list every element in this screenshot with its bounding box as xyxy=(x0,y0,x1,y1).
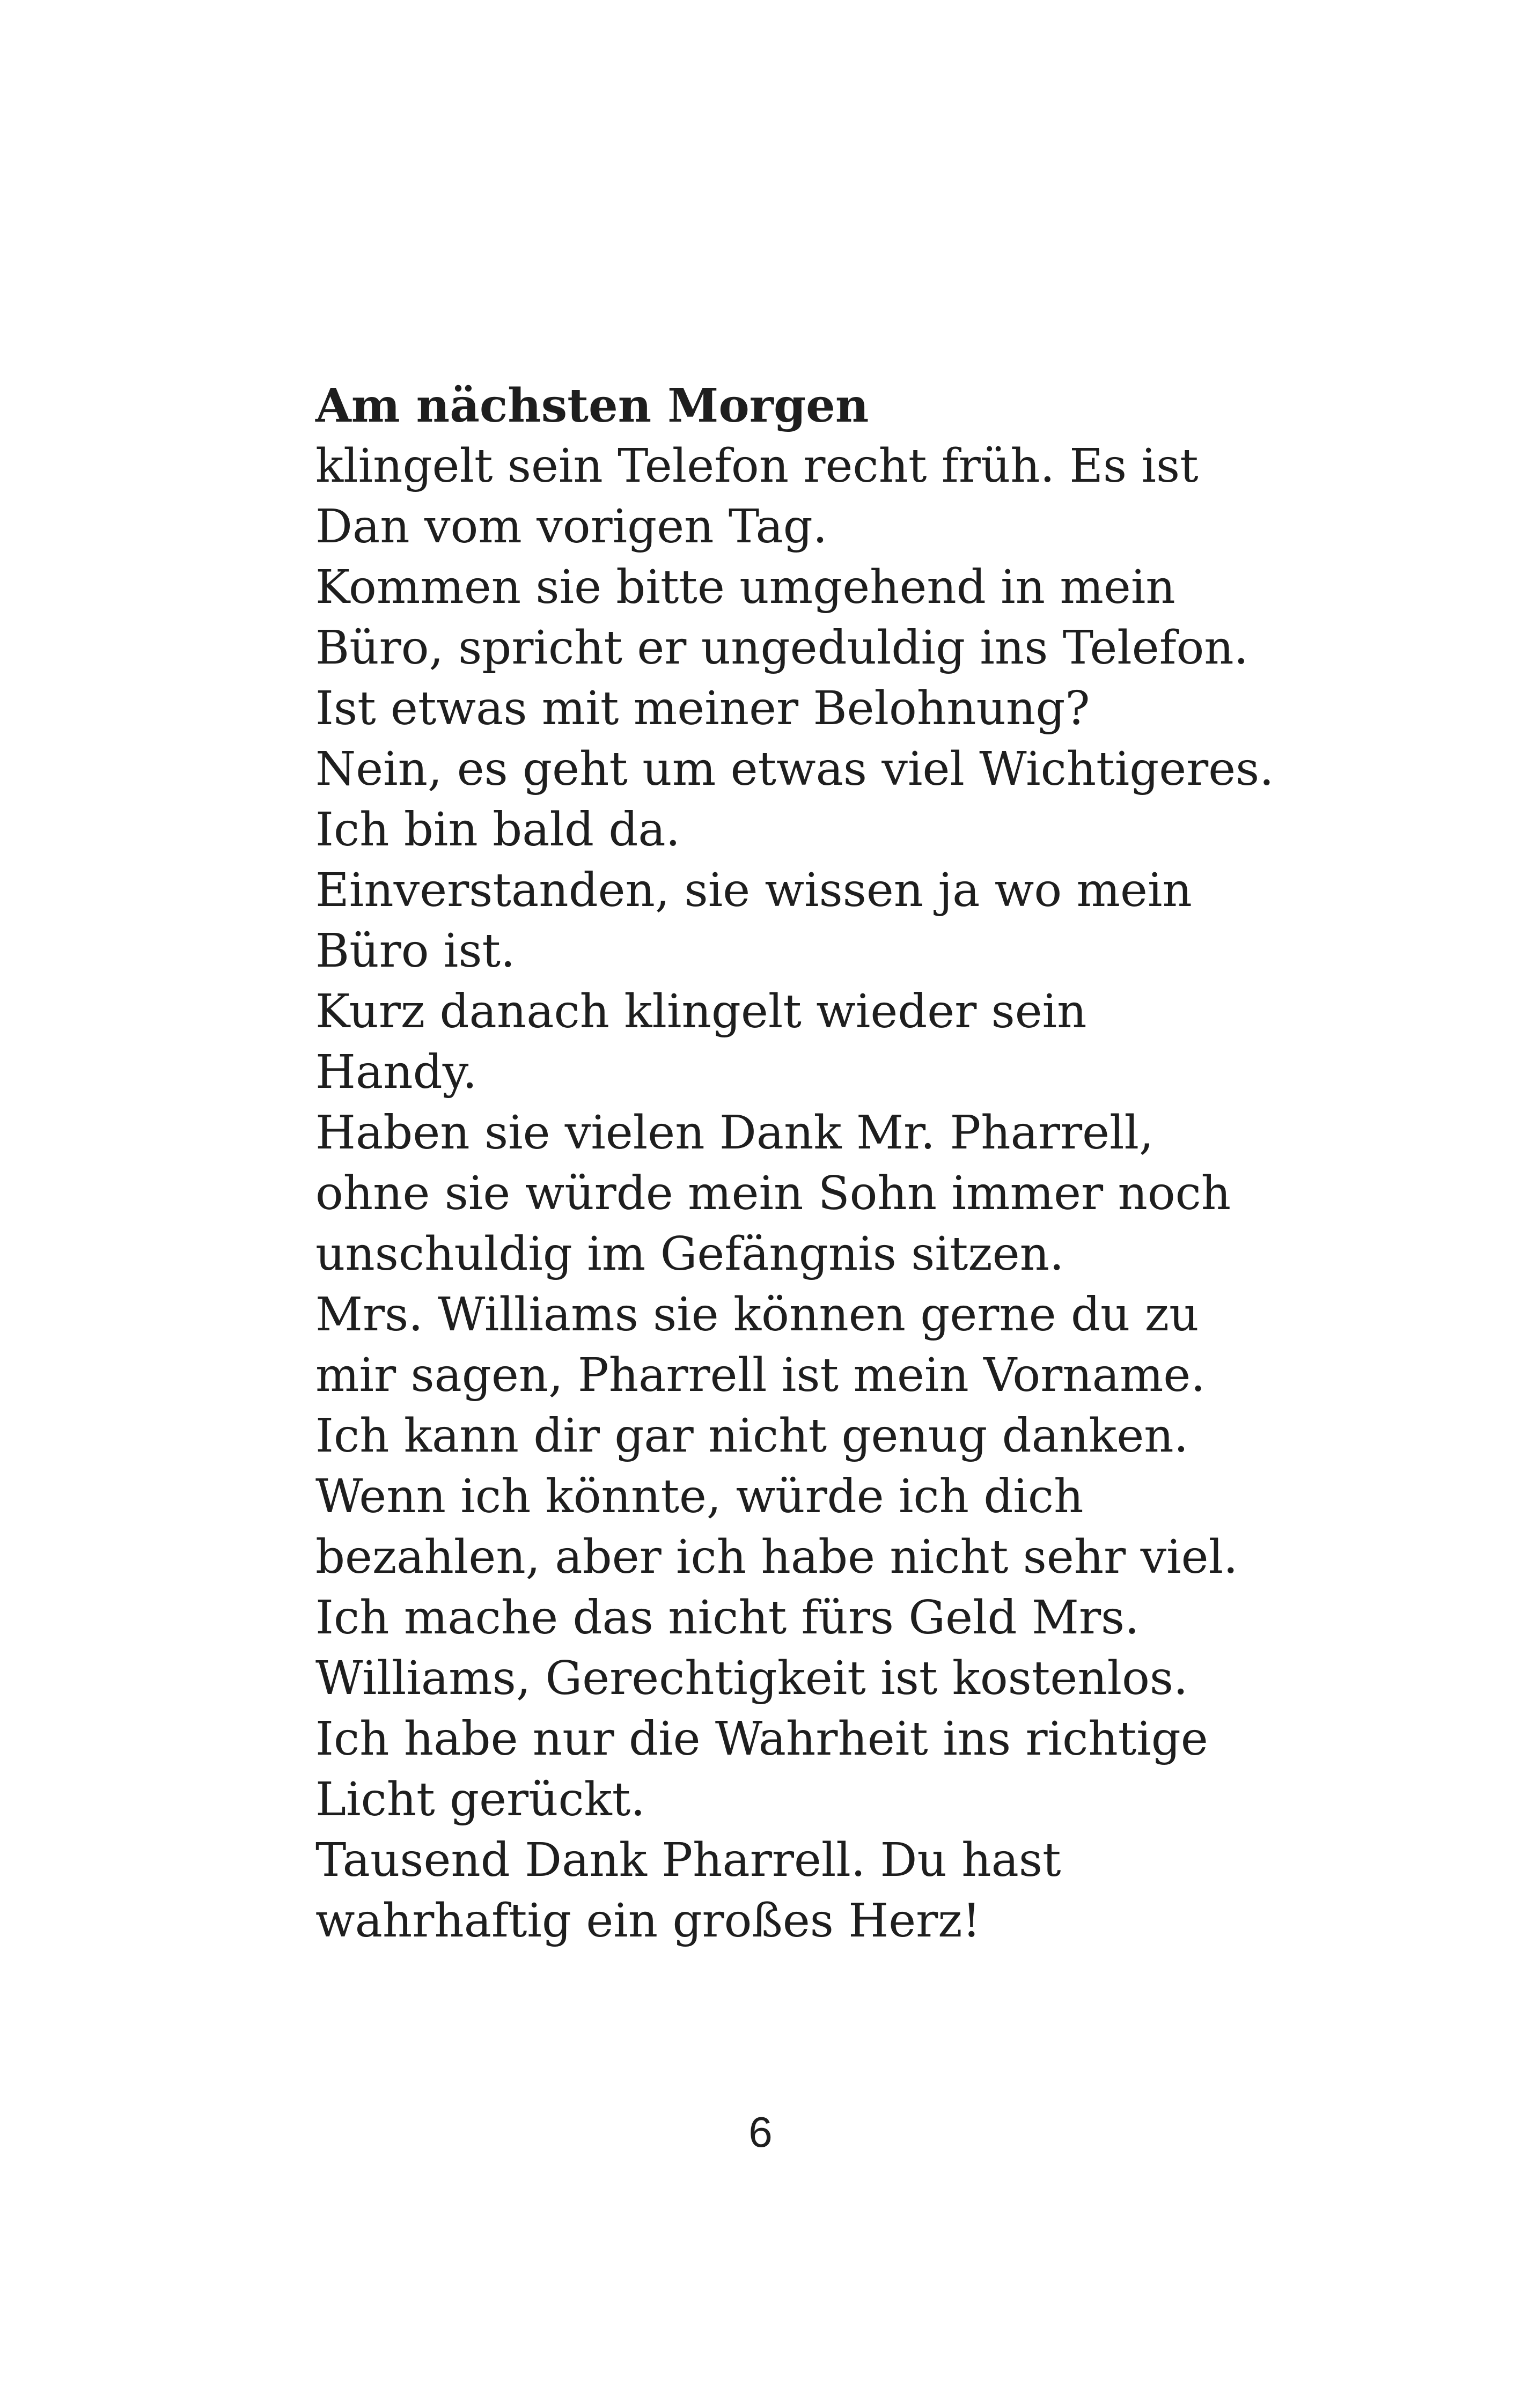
text-line: bezahlen, aber ich habe nicht sehr viel. xyxy=(315,1530,1238,1584)
text-line: Ich habe nur die Wahrheit ins richtige xyxy=(315,1712,1208,1766)
text-line: Kurz danach klingelt wieder sein xyxy=(315,985,1087,1039)
body-text xyxy=(315,375,1274,1952)
text-line: Ich bin bald da. xyxy=(315,803,681,857)
text-line: ohne sie würde mein Sohn immer noch xyxy=(315,1167,1231,1220)
page-number: 6 xyxy=(748,2108,773,2156)
text-line: Licht gerückt. xyxy=(315,1773,645,1827)
text-line: Büro, spricht er ungeduldig ins Telefon. xyxy=(315,621,1249,675)
text-line: Ich kann dir gar nicht genug danken. xyxy=(315,1409,1189,1463)
text-line: Ich mache das nicht fürs Geld Mrs. xyxy=(315,1591,1140,1645)
text-line: mir sagen, Pharrell ist mein Vorname. xyxy=(315,1349,1206,1402)
text-line: wahrhaftig ein großes Herz! xyxy=(315,1894,981,1948)
text-line: Mrs. Williams sie können gerne du zu xyxy=(315,1288,1199,1342)
text-line: Tausend Dank Pharrell. Du hast xyxy=(315,1833,1061,1887)
text-line: Ist etwas mit meiner Belohnung? xyxy=(315,682,1090,735)
section-heading: Am nächsten Morgen xyxy=(315,379,869,433)
text-line: Einverstanden, sie wissen ja wo mein xyxy=(315,864,1192,917)
text-line: Kommen sie bitte umgehend in mein xyxy=(315,561,1175,614)
text-line: unschuldig im Gefängnis sitzen. xyxy=(315,1227,1064,1281)
text-line: klingelt sein Telefon recht früh. Es ist xyxy=(315,439,1199,493)
text-line: Haben sie vielen Dank Mr. Pharrell, xyxy=(315,1106,1154,1160)
text-line: Williams, Gerechtigkeit ist kostenlos. xyxy=(315,1652,1188,1705)
text-line: Dan vom vorigen Tag. xyxy=(315,500,828,554)
text-line: Nein, es geht um etwas viel Wichtigeres. xyxy=(315,742,1274,796)
text-line: Wenn ich könnte, würde ich dich xyxy=(315,1470,1084,1523)
text-line: Büro ist. xyxy=(315,924,516,978)
text-line: Handy. xyxy=(315,1045,477,1099)
